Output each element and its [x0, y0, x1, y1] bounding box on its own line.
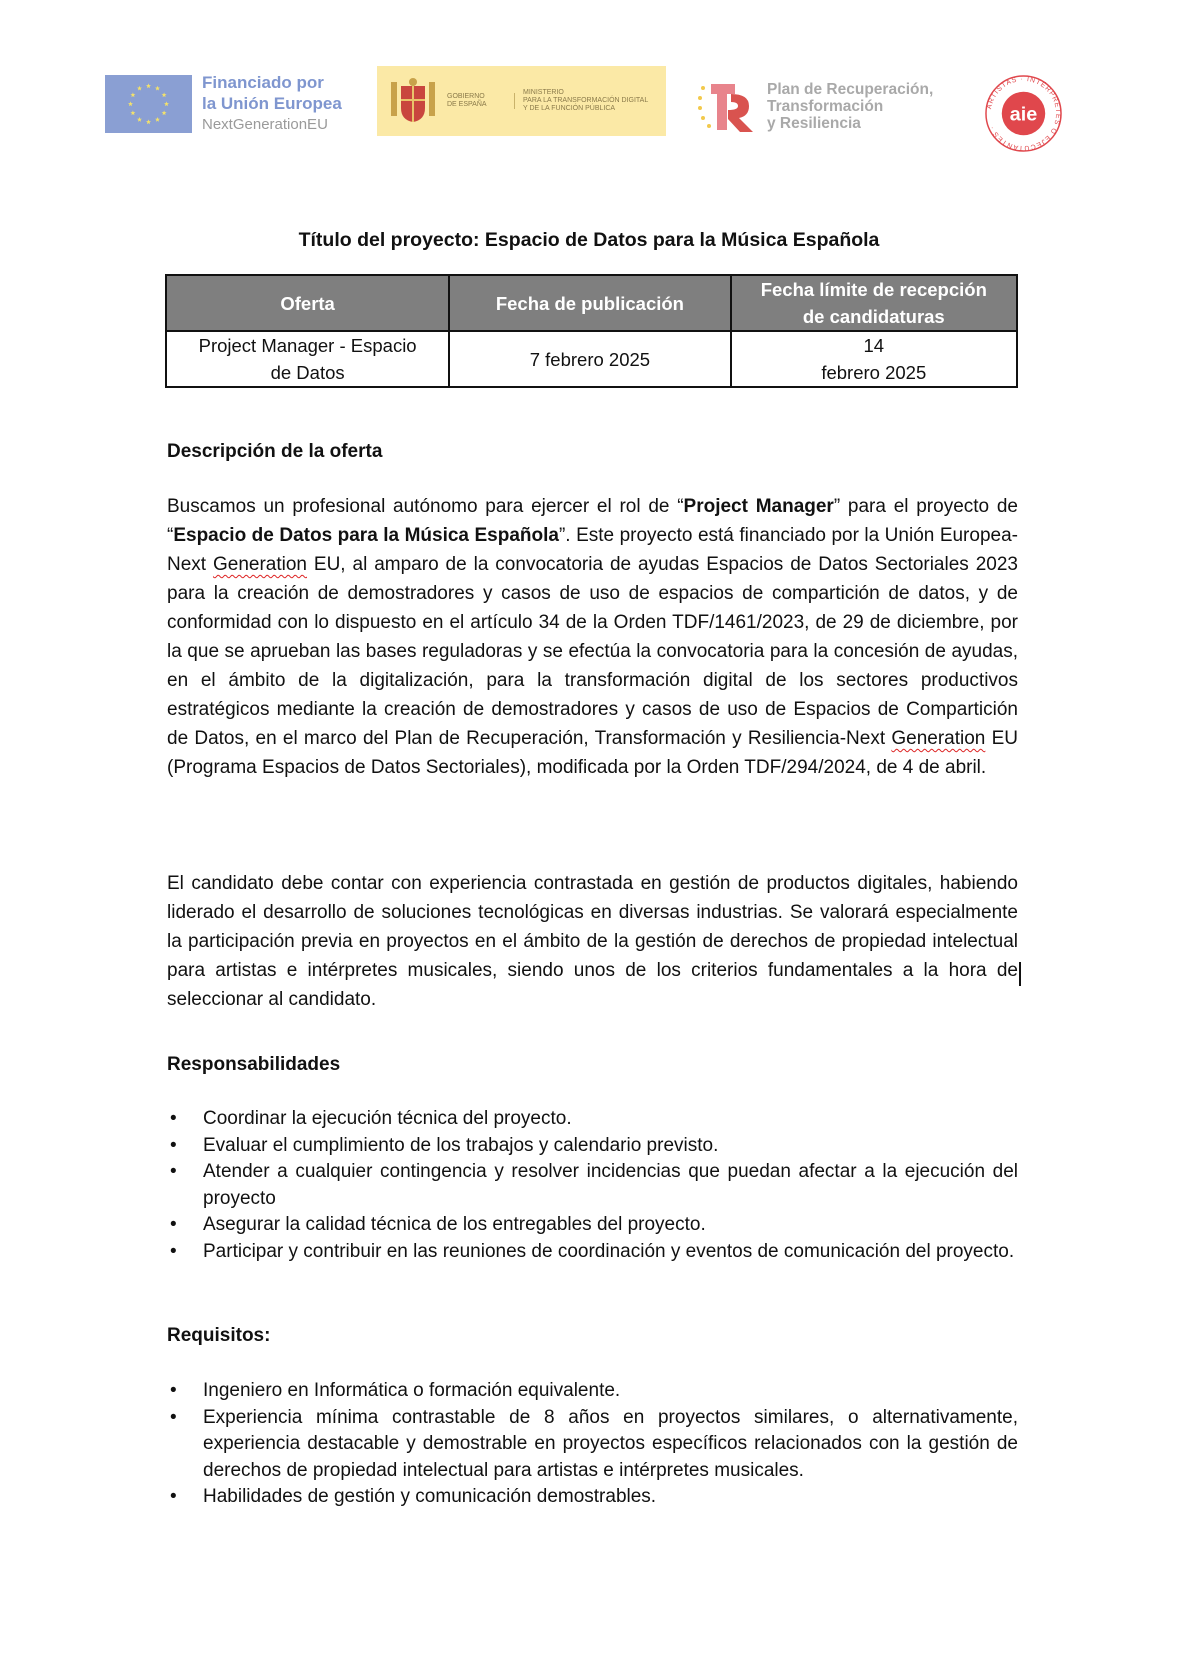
gov-line-1: GOBIERNO	[447, 93, 485, 100]
prtr-line-1: Plan de Recuperación,	[767, 80, 934, 98]
list-item: • Asegurar la calidad técnica de los entregables del proyecto.	[170, 1214, 706, 1235]
prtr-line-3: y Resiliencia	[767, 114, 861, 132]
project-name-emphasis: Espacio de Datos para la Música Española	[173, 525, 559, 546]
plan-recuperacion-logo	[697, 78, 933, 134]
role-emphasis: Project Manager	[683, 496, 834, 517]
list-item: • Participar y contribuir en las reuniones de coordinación y eventos de comunicación del proyecto.	[170, 1240, 1015, 1262]
table-header-oferta: Oferta	[166, 275, 449, 331]
ministry-line-2: PARA LA TRANSFORMACIÓN DIGITAL	[523, 97, 649, 104]
ministry-line-1: MINISTERIO	[523, 89, 564, 96]
svg-text:ARTISTAS · INTÉRPRETES O EJECU: ARTISTAS · INTÉRPRETES O EJECUTANTES ·	[986, 75, 1062, 152]
requisitos-list	[167, 1378, 1018, 1511]
list-item: • Evaluar el cumplimiento de los trabajos y calendario previsto.	[170, 1134, 719, 1156]
aie-logo	[984, 74, 1063, 153]
table-header-row	[166, 275, 1017, 331]
cell-oferta: Project Manager - Espacio de Datos	[166, 331, 449, 387]
text-cursor	[1019, 962, 1021, 986]
svg-text:aie: aie	[1009, 103, 1038, 126]
descripcion-paragraph-2: El candidato debe contar con experiencia contrastada en gestión de productos digitales, habiendo liderado el desarrollo de soluciones tecnológicas en diversas industrias. Se valorará especialmente la participación previa en proyectos en el ámbito de la gestión de derechos de propiedad intelectual para artistas e intérpretes musicales, siendo unos de los criterios fundamentales a la hora de seleccionar al candidato.	[167, 873, 1018, 1010]
requisitos-heading: Requisitos:	[167, 1325, 271, 1346]
logo-header	[0, 0, 1178, 160]
eu-flag-icon	[105, 75, 192, 133]
cell-publicacion: 7 febrero 2025	[449, 331, 730, 387]
list-item: • Coordinar la ejecución técnica del proyecto.	[170, 1108, 572, 1129]
list-item: • Atender a cualquier contingencia y resolver incidencias que puedan afectar a la ejecución del proyecto	[170, 1161, 1018, 1209]
table-header-limite: Fecha límite de recepción de candidaturas	[731, 275, 1017, 331]
spellcheck-word: Generation	[212, 554, 307, 575]
descripcion-heading: Descripción de la oferta	[167, 441, 383, 462]
gov-line-2: DE ESPAÑA	[447, 101, 487, 108]
eu-logo-line1: Financiado por	[202, 73, 324, 92]
eu-logo-line3: NextGenerationEU	[202, 116, 328, 133]
project-title: Título del proyecto: Espacio de Datos para la Música Española	[298, 229, 880, 251]
responsabilidades-heading: Responsabilidades	[167, 1054, 341, 1075]
prtr-mark-icon	[697, 78, 761, 134]
responsabilidades-list	[167, 1106, 1018, 1265]
cell-limite: 14 febrero 2025	[731, 331, 1017, 387]
gobierno-espana-logo	[377, 66, 666, 136]
list-item: • Ingeniero en Informática o formación equivalente.	[170, 1380, 621, 1401]
ministry-line-3: Y DE LA FUNCIÓN PÚBLICA	[523, 105, 616, 112]
descripcion-paragraph-1: Buscamos un profesional autónomo para ejercer el rol de “Project Manager” para el proyecto de “Espacio de Datos para la Música Española”. Este proyecto está financiado por la Unión Europea-Next Generation EU, al amparo de la convocatoria de ayudas Espacios de Datos Sectoriales 2023 para la creación de demostradores y casos de uso de espacios de compartición de datos, y de conformidad con lo dispuesto en el artículo 34 de la Orden TDF/1461/2023, de 29 de diciembre, por la que se aprueban las bases reguladoras y se efectúa la convocatoria para la concesión de ayudas, en el ámbito de la digitalización, para la transformación digital de los sectores productivos estratégicos mediante la creación de demostradores y casos de uso de Espacios de Compartición de Datos, en el marco del Plan de Recuperación, Transformación y Resiliencia-Next Generation EU (Programa Espacios de Datos Sectoriales), modificada por la Orden TDF/294/2024, de 4 de abril.	[167, 496, 1019, 778]
list-item: • Habilidades de gestión y comunicación demostrables.	[170, 1486, 657, 1507]
table-header-publicacion: Fecha de publicación	[449, 275, 730, 331]
eu-funding-logo	[105, 72, 342, 135]
offer-table	[165, 274, 1018, 388]
list-item: • Experiencia mínima contrastable de 8 años en proyectos similares, o alternativamente, experiencia destacable y demostrable en proyectos específicos relacionados con la gestión de derechos de propiedad intelectual para artistas e intérpretes musicales.	[170, 1406, 1018, 1481]
table-row	[166, 331, 1017, 387]
coat-of-arms-icon	[387, 76, 439, 126]
prtr-line-2: Transformación	[767, 97, 884, 115]
spellcheck-word: Generation	[891, 728, 986, 749]
eu-logo-line2: la Unión Europea	[202, 94, 342, 113]
